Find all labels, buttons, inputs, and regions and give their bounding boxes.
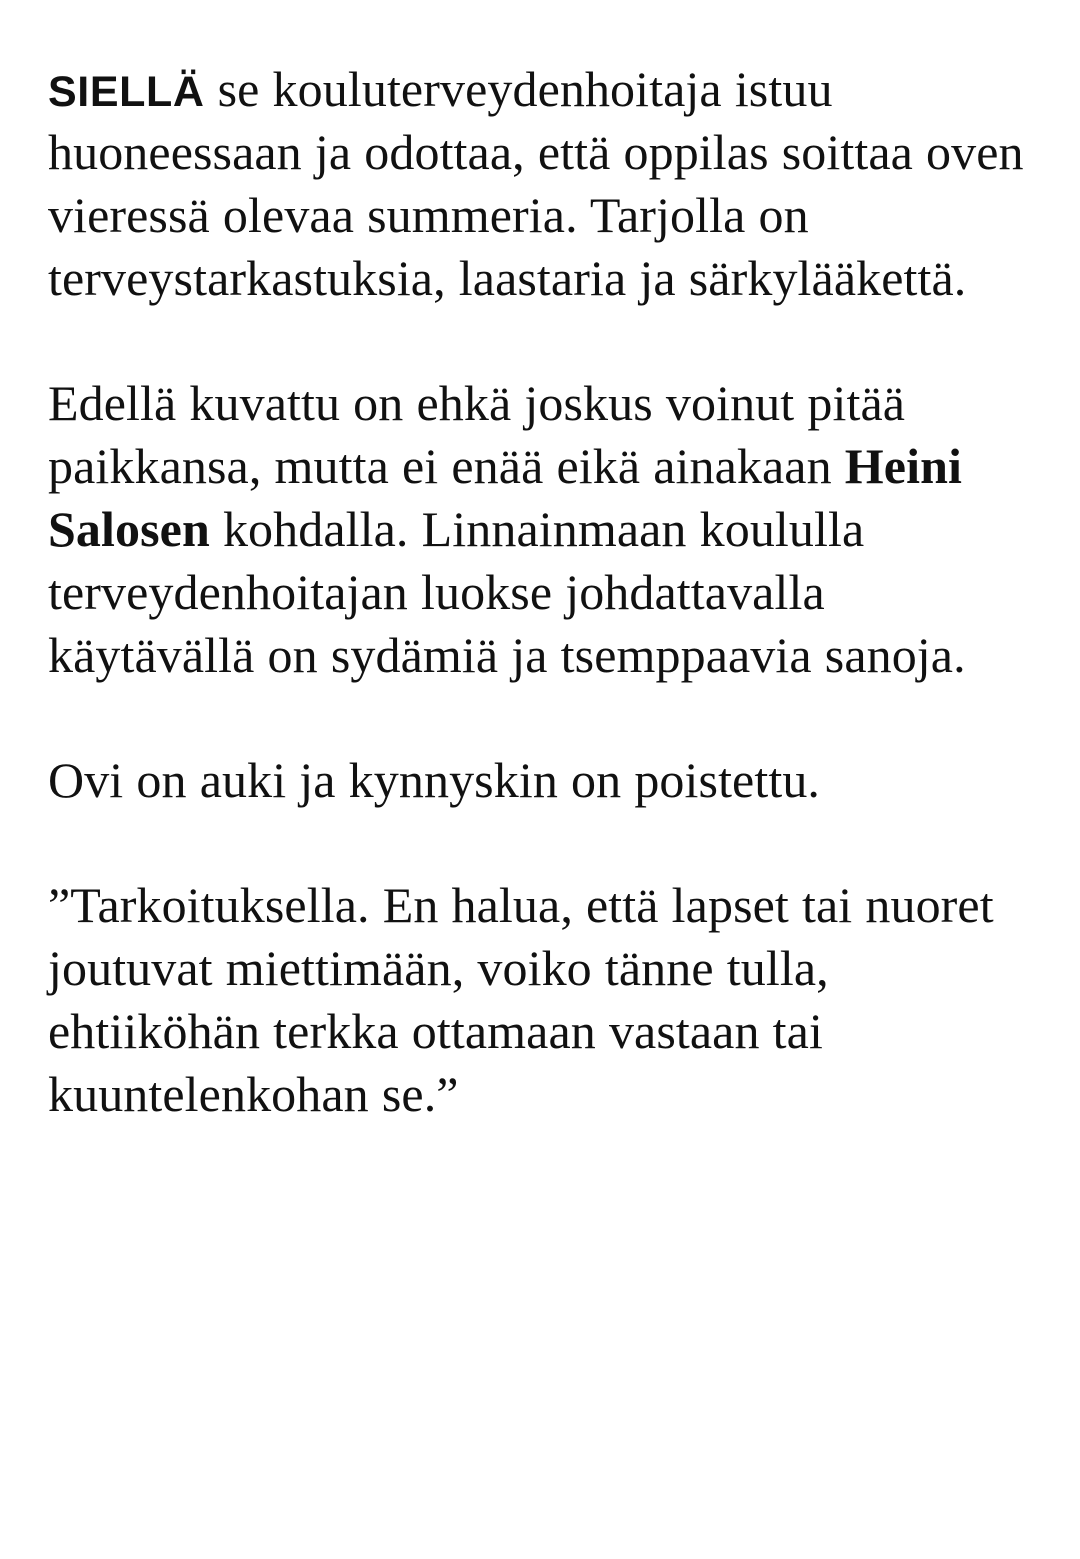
paragraph-third: Ovi on auki ja kynnyskin on poistettu.: [48, 752, 821, 808]
paragraph-lead-in: SIELLÄ: [48, 68, 205, 116]
paragraph-second: [48, 372, 1032, 687]
paragraph-second-text-after: kohdalla. Linnainmaan koululla terveydenhoitajan luokse johdattavalla käytävällä on sydämiä ja tsemppaavia sanoja.: [48, 501, 966, 683]
paragraph-second-text-before: Edellä kuvattu on ehkä joskus voinut pitää paikkansa, mutta ei enää eikä ainakaan: [48, 375, 906, 494]
person-name-highlight: Heini Salosen: [48, 438, 962, 557]
paragraph-intro-text: se kouluterveydenhoitaja istuu huoneessaan ja odottaa, että oppilas soittaa oven vieressä olevaa summeria. Tarjolla on terveystarkastuksia, laastaria ja särkylääkettä.: [48, 61, 1024, 306]
paragraph-intro: [48, 58, 1032, 310]
paragraph-quote: ”Tarkoituksella. En halua, että lapset tai nuoret joutuvat miettimään, voiko tänne tulla, ehtiiköhän terkka ottamaan vastaan tai kuuntelenkohan se.”: [48, 877, 994, 1122]
